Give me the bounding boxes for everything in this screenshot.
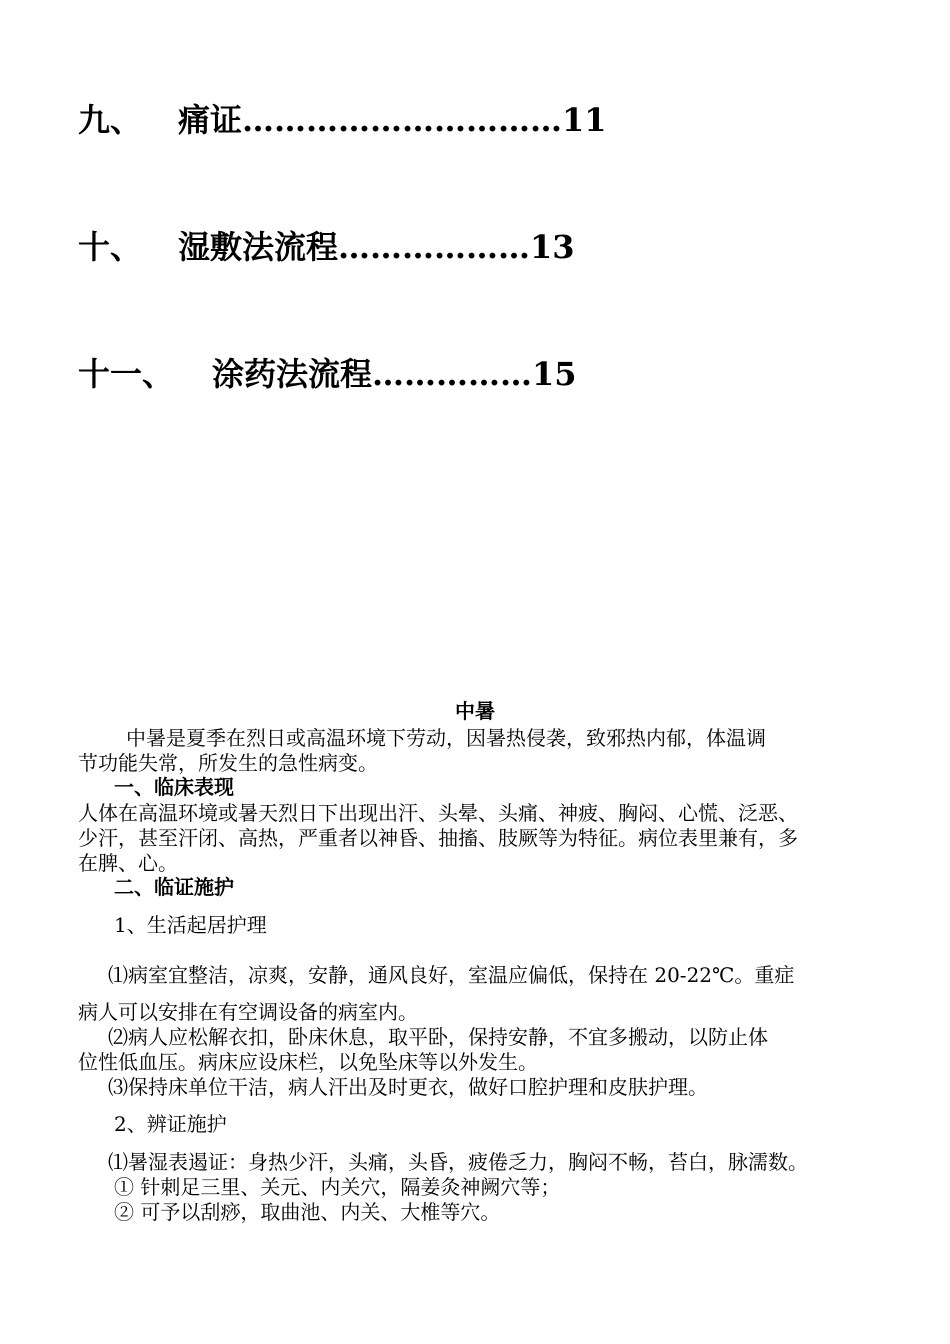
heading-nursing: 二、临证施护 [114,875,234,899]
syndrome-subitem: ① 针刺足三里、关元、内关穴，隔姜灸神阙穴等； [114,1175,561,1199]
toc-entry-10 [78,227,575,267]
clinical-text: 少汗，甚至汗闭、高热，严重者以神昏、抽搐、肢厥等为特征。病位表里兼有，多 [78,826,798,850]
clinical-text: 在脾、心。 [78,851,178,875]
heading-clinical: 一、临床表现 [114,775,234,799]
toc-number: 九、 [78,101,143,139]
toc-title: 痛证…………………………11 [178,101,607,139]
intro-text: 中暑是夏季在烈日或高温环境下劳动，因暑热侵袭，致邪热内郁，体温调 [126,726,766,750]
syndrome-item-1: ⑴暑湿表遏证：身热少汗，头痛，头昏，疲倦乏力，胸闷不畅，苔白，脉濡数。 [108,1150,808,1174]
toc-number: 十一、 [78,355,175,393]
toc-title: 湿敷法流程………………13 [178,228,575,266]
toc-entry-11 [78,354,577,394]
care-item-2: 位性低血压。病床应设床栏，以免坠床等以外发生。 [78,1050,538,1074]
clinical-text: 人体在高温环境或暑天烈日下出现出汗、头晕、头痛、神疲、胸闷、心慌、泛恶、 [78,801,798,825]
toc-number: 十、 [78,228,143,266]
subheading-daily-care: 1、生活起居护理 [114,913,267,937]
care-item-3: ⑶保持床单位干洁，病人汗出及时更衣，做好口腔护理和皮肤护理。 [108,1075,708,1099]
care-item-1: ⑴病室宜整洁，凉爽，安静，通风良好，室温应偏低，保持在 20-22℃。重症 [108,963,795,987]
intro-text: 节功能失常，所发生的急性病变。 [78,751,378,775]
toc-entry-9 [78,100,607,140]
toc-title: 涂药法流程……………15 [212,355,577,393]
subheading-syndrome-care: 2、辨证施护 [114,1112,227,1136]
section-title: 中暑 [455,699,495,723]
care-item-2: ⑵病人应松解衣扣，卧床休息，取平卧，保持安静，不宜多搬动，以防止体 [108,1025,768,1049]
syndrome-subitem: ② 可予以刮痧，取曲池、内关、大椎等穴。 [114,1200,501,1224]
care-item-1: 病人可以安排在有空调设备的病室内。 [78,1000,418,1024]
